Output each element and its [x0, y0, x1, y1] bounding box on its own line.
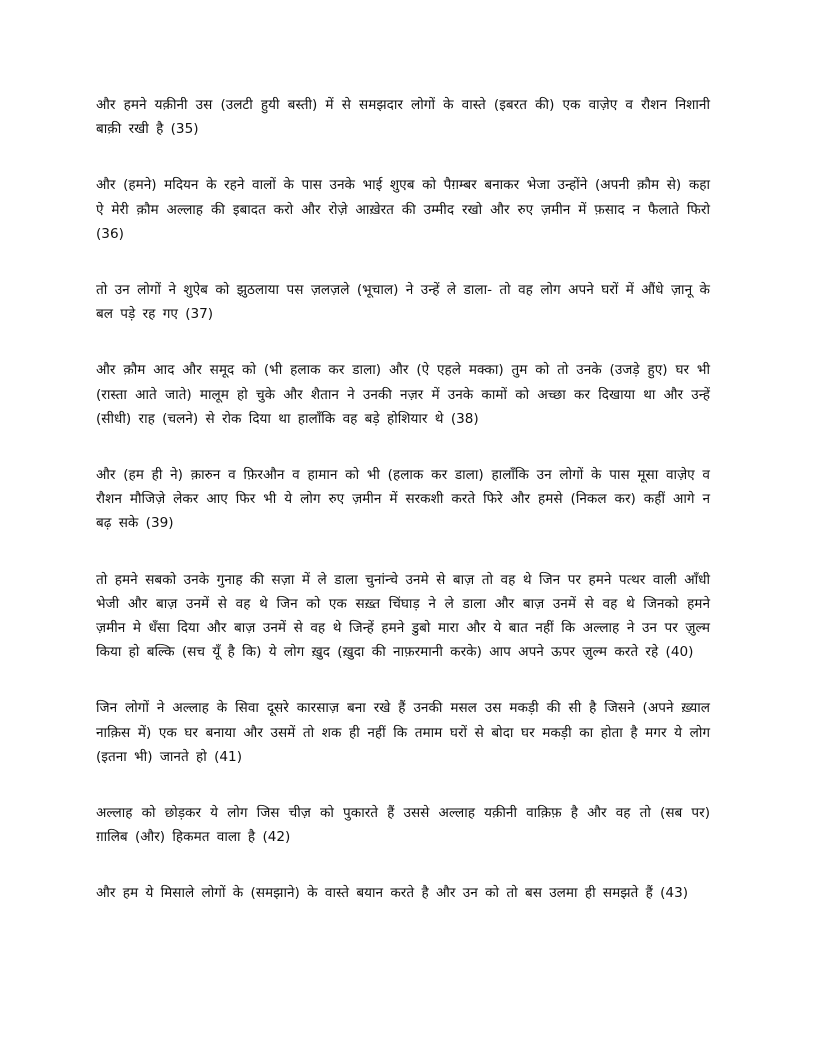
verse-40: तो हमने सबको उनके गुनाह की सज़ा में ले डाला चुनांन्चे उनमे से बाज़ तो वह थे जिन पर हमने पत्थर वाली आँधी भेजी और बाज़ उनमें से वह थे जिन को एक सख़्त चिंघाड़ ने ले डाला और बाज़ उनमें से वह थे जिनको हमने ज़मीन मे धँसा दिया और बाज़ उनमें से वह थे जिन्हें हमने डुबो मारा और ये बात नहीं कि अल्लाह ने उन पर ज़ुल्म किया हो बल्कि (सच यूँ है कि) ये लोग ख़ुद (ख़ुदा की नाफ़रमानी करके) आप अपने ऊपर ज़ुल्म करते रहे (40) [96, 571, 710, 661]
verse-37: तो उन लोगों ने शुऐब को झुठलाया पस ज़लज़ले (भूचाल) ने उन्हें ले डाला- तो वह लोग अपने घरों में औंधे ज़ानू के बल पड़े रह गए (37) [96, 282, 710, 323]
verse-35: और हमने यक़ीनी उस (उलटी हुयी बस्ती) में से समझदार लोगों के वास्ते (इबरत की) एक वाज़ेए व रौशन निशानी बाक़ी रखी है (35) [96, 97, 711, 138]
verse-38: और क़ौम आद और समूद को (भी हलाक कर डाला) और (ऐ एहले मक्का) तुम को तो उनके (उजड़े हुए) घर भी (रास्ता आते जाते) मालूम हो चुके और शैतान ने उनकी नज़र में उनके कामों को अच्छा कर दिखाया था और उन्हें (सीधी) राह (चलने) से रोक दिया था हालाँकि वह बड़े होशियार थे (38) [96, 362, 710, 427]
verse-43: और हम ये मिसाले लोगों के (समझाने) के वास्ते बयान करते है और उन को तो बस उलमा ही समझते हैं (43) [96, 885, 689, 902]
verse-41: जिन लोगों ने अल्लाह के सिवा दूसरे कारसाज़ बना रखे हैं उनकी मसल उस मकड़ी की सी है जिसने (अपने ख़्याल नाक़िस में) एक घर बनाया और उसमें तो शक ही नहीं कि तमाम घरों से बोदा घर मकड़ी का होता है मगर ये लोग (इतना भी) जानते हो (41) [96, 700, 710, 765]
verse-list [96, 93, 710, 938]
verse-36: और (हमने) मदियन के रहने वालों के पास उनके भाई शुएब को पैग़म्बर बनाकर भेजा उन्होंने (अपनी क़ौम से) कहा ऐ मेरी क़ौम अल्लाह की इबादत करो और रोज़े आख़ेरत की उम्मीद रखो और रुए ज़मीन में फ़साद न फैलाते फिरो (36) [96, 177, 710, 242]
verse-42: अल्लाह को छोड़कर ये लोग जिस चीज़ को पुकारते हैं उससे अल्लाह यक़ीनी वाक़िफ़ है और वह तो (सब पर) ग़ालिब (और) हिकमत वाला है (42) [96, 805, 710, 846]
verse-39: और (हम ही ने) क़ारुन व फ़िरऔन व हामान को भी (हलाक कर डाला) हालाँकि उन लोगों के पास मूसा वाज़ेए व रौशन मौजिज़े लेकर आए फिर भी ये लोग रुए ज़मीन में सरकशी करते फिरे और हमसे (निकल कर) कहीं आगे न बढ़ सके (39) [96, 467, 710, 532]
